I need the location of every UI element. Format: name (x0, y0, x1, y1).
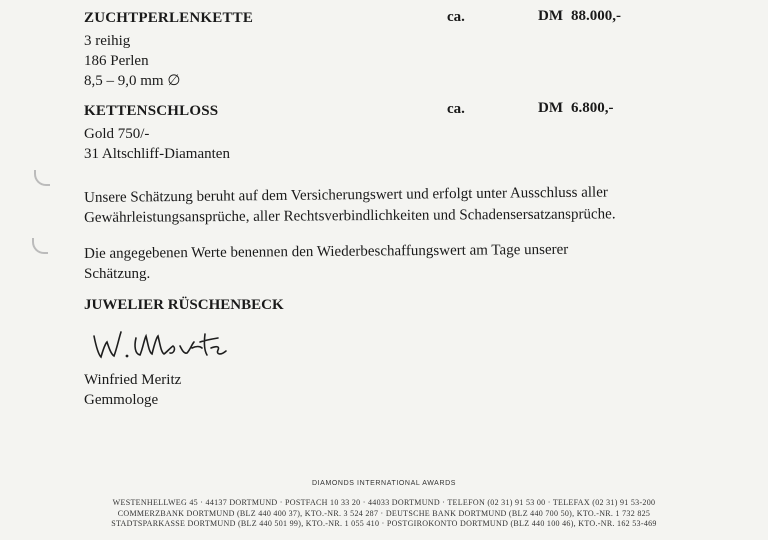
approx-label: ca. (447, 101, 465, 117)
item-title: ZUCHTPERLENKETTE (84, 10, 254, 26)
item-detail: Gold 750/- (84, 126, 150, 142)
footer-address-line: WESTENHELLWEG 45 · 44137 DORTMUND · POSTFACH 10 33 20 · 44033 DORTMUND · TELEFON (02 31) 91 53 00 · TELEFAX (02 31) 91 53-200 (112, 498, 656, 507)
disclaimer-line: Gewährleistungsansprüche, aller Rechtsverbindlichkeiten und Schadensersatzansprüche. (84, 206, 616, 226)
price-amount: 6.800,- (571, 100, 614, 116)
item-detail: 8,5 – 9,0 mm ∅ (84, 73, 181, 89)
punch-hole-mark (34, 170, 50, 186)
handwritten-signature (90, 324, 240, 364)
approx-label: ca. (447, 9, 465, 25)
item-detail: 31 Altschliff-Diamanten (84, 146, 230, 162)
valuation-note-line: Die angegebenen Werte benennen den Wiederbeschaffungswert am Tage unserer (84, 241, 569, 262)
footer-award: DIAMONDS INTERNATIONAL AWARDS (311, 480, 457, 487)
item-detail: 186 Perlen (84, 53, 149, 69)
valuation-note-line: Schätzung. (84, 266, 151, 282)
item-title: KETTENSCHLOSS (84, 103, 219, 119)
footer-bank-line: COMMERZBANK DORTMUND (BLZ 440 400 37), KTO.-NR. 3 524 287 · DEUTSCHE BANK DORTMUND (BLZ 440 700 50), KTO.-NR. 1 732 825 (117, 509, 651, 518)
punch-hole-mark (32, 238, 48, 254)
signatory-name: Winfried Meritz (84, 372, 182, 388)
disclaimer-line: Unsere Schätzung beruht auf dem Versicherungswert und erfolgt unter Ausschluss aller (84, 184, 608, 206)
company-name: JUWELIER RÜSCHENBECK (84, 297, 284, 313)
currency-label: DM (538, 100, 563, 116)
item-detail: 3 reihig (84, 33, 131, 49)
currency-label: DM (538, 8, 563, 24)
signatory-role: Gemmologe (84, 392, 159, 408)
price-amount: 88.000,- (571, 8, 621, 24)
footer-bank-line: STADTSPARKASSE DORTMUND (BLZ 440 501 99), KTO.-NR. 1 055 410 · POSTGIROKONTO DORTMUND (BLZ 440 100 46), KTO.-NR. 162 53-469 (111, 519, 657, 528)
